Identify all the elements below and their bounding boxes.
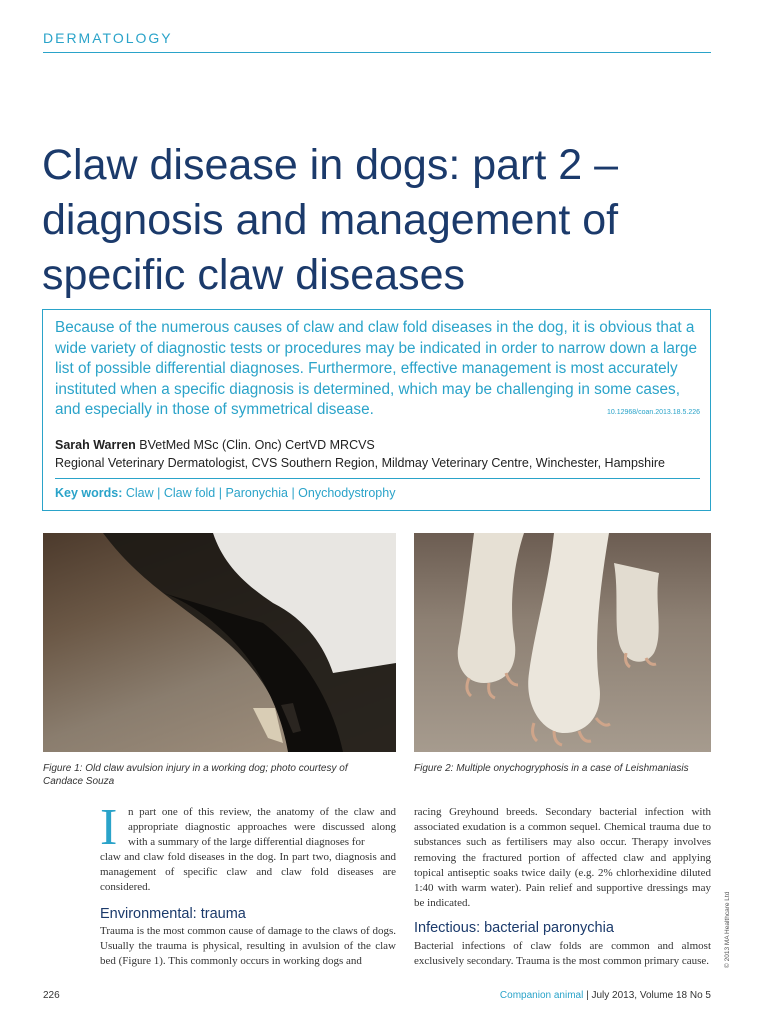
drop-cap: I — [100, 799, 118, 856]
keywords-list: Claw | Claw fold | Paronychia | Onychodystrophy — [122, 486, 396, 500]
page-number: 226 — [43, 990, 60, 1001]
author-affiliation: Regional Veterinary Dermatologist, CVS Southern Region, Mildmay Veterinary Centre, Winchester, Hampshire — [55, 456, 665, 470]
heading-bacterial-paronychia: Infectious: bacterial paronychia — [414, 920, 614, 936]
keywords-rule — [55, 478, 700, 479]
author-line — [55, 438, 375, 452]
bacterial-paragraph: Bacterial infections of claw folds are common and almost exclusively secondary. Trauma is the most common primary cause. — [414, 940, 711, 968]
doi[interactable]: 10.12968/coan.2013.18.5.226 — [606, 409, 700, 416]
abstract-text: Because of the numerous causes of claw and claw fold diseases in the dog, it is obvious that a wide variety of diagnostic tests or procedures may be indicated in order to narrow down a large list of possible differential diagnoses. Furthermore, effective management is most accurately instituted when a specific diagnosis is determined, which may be challenging in some cases, and especially in those of symmetrical disease. — [55, 319, 697, 419]
journal-issue: | July 2013, Volume 18 No 5 — [583, 990, 711, 1001]
column-2-paragraph: racing Greyhound breeds. Secondary bacterial infection with associated exudation is a common sequel. Chemical trauma due to substances such as fertilisers may also occur. Therapy involves removing the fractured portion of affected claw and applying topical antiseptic soaks twice daily (e.g. 2% chlorhexidine diluted 1:40 with warm water). Pain relief and supportive dressings may be indicated. — [414, 806, 711, 910]
intro-paragraph-start: n part one of this review, the anatomy of the claw and appropriate diagnostic approaches were discussed along with a summary of the large differential diagnoses for — [128, 806, 396, 849]
header-rule — [43, 52, 711, 53]
copyright-notice: © 2013 MA Healthcare Ltd — [724, 891, 731, 968]
figure-2-caption: Figure 2: Multiple onychogryphosis in a case of Leishmaniasis — [414, 763, 689, 774]
article-title: Claw disease in dogs: part 2 – diagnosis and management of specific claw diseases — [42, 141, 619, 299]
abstract-box — [42, 309, 711, 511]
keywords-line — [55, 486, 395, 500]
author-credentials: BVetMed MSc (Clin. Onc) CertVD MRCVS — [135, 438, 375, 452]
figure-2-illustration — [414, 533, 711, 752]
figure-1-photo — [43, 533, 396, 752]
keywords-label: Key words: — [55, 486, 123, 500]
figure-1-caption: Figure 1: Old claw avulsion injury in a working dog; photo courtesy of Candace Souza — [43, 763, 348, 787]
figure-1-illustration — [43, 533, 396, 752]
journal-name: Companion animal — [499, 990, 584, 1001]
trauma-paragraph: Trauma is the most common cause of damage to the claws of dogs. Usually the trauma is physical, resulting in avulsion of the claw bed (Figure 1). This commonly occurs in working dogs and — [100, 925, 396, 968]
section-tag: DERMATOLOGY — [43, 30, 173, 46]
author-name: Sarah Warren — [55, 438, 136, 452]
figure-2-photo — [414, 533, 711, 752]
intro-paragraph-rest: claw and claw fold diseases in the dog. In part two, diagnosis and management of specific claw and claw fold diseases are considered. — [100, 851, 396, 894]
journal-footer — [500, 990, 711, 1001]
heading-trauma: Environmental: trauma — [100, 906, 246, 922]
